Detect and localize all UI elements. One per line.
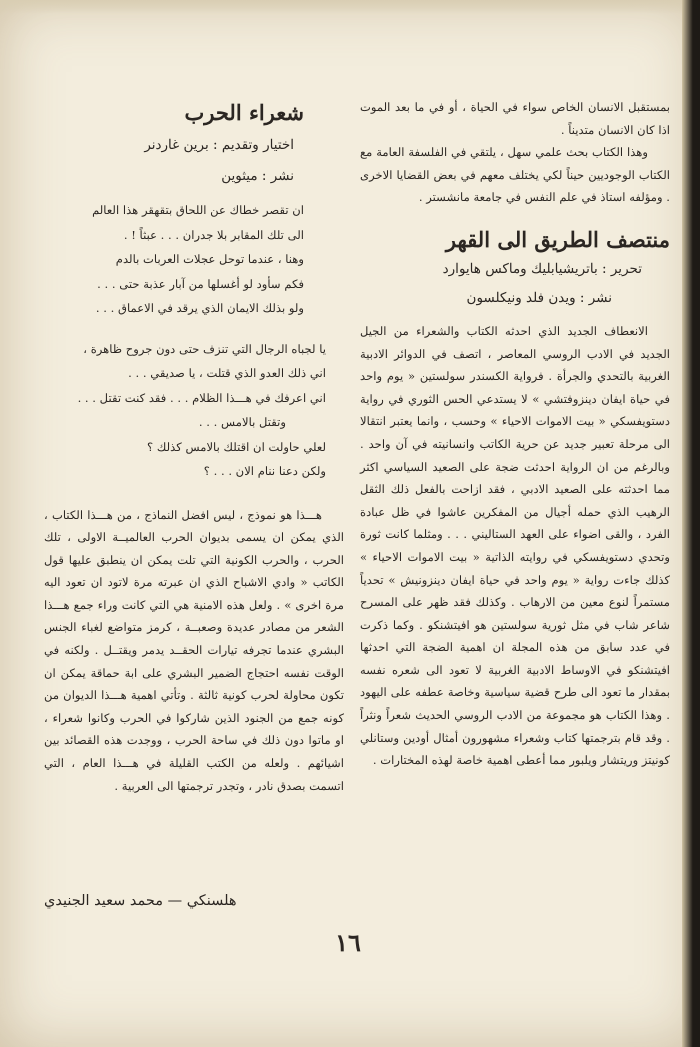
book-summary-paragraph: وهذا الكتاب بحث علمي سهل ، يلتقي في الفلسفة العامة مع الكتاب الوجوديين حيناً لكي يختلف معهم في بعض القضايا الاخرى . ومؤلفه استاذ في علم النفس في جامعة مانشستر . [360,145,670,205]
article-title-war-poets: شعراء الحرب [184,100,304,125]
poem-stanza-1 [44,198,344,321]
left-column [44,0,344,797]
article-title-halfway-to-oppression: منتصف الطريق الى القهر [445,226,670,252]
poem-line: ولكن دعنا ننام الان . . . ؟ [203,464,326,478]
poem-line: ولو بذلك الايمان الذي يرقد في الاعماق . . . [95,301,304,315]
poem-line: اني اعرفك في هـــذا الظلام . . . فقد كنت تقتل . . . [77,390,326,405]
war-poets-publisher: نشر : ميثوين [221,168,294,184]
russian-literature-review: الانعطاف الجديد الذي احدثه الكتاب والشعراء من الجيل الجديد في الادب الروسي المعاصر ، اتصف في الدوائر الادبية الغربية بالتحدي والجرأة . فرواية الكسندر سولستين « يوم واحد في حياة ايفان دينزوفتشي » لا يستدعي الحس الثوري في رواية دستويفسكي « بيت الاموات الاحياء » وحسب ، وانما يعتبر انتقالا الى مرحلة تعبير جديد عن حرية الكاتب وانسانيته في آن واحد . وبالرغم من ان الرواية احدثت ضجة على الصعيد السياسي اكثر مما احدثته على الصعيد الادبي ، فقد ازاحت بالفعل ذلك الثقل الرهيب الذي حمله أجيال من المفكرين عاشوا في ظل عبادة الفرد ، والقى اضواء على العهد الستاليني . . . ومثلما كانت ثورة وتحدي دستويفسكي في روايته الذاتية « بيت الاموات الاحياء » كذلك جاءت رواية « يوم واحد في حياة ايفان دينزونيش » تحدياً مستمراً لنوع معين من الارهاب . وكذلك فقد ظهر على المسرح شاعر شاب في مثل ثورية سولستين هو افيتشنكو . وكما ذكرت في عدد سابق من هذه المجلة ان اهمية الضجة التي احدثها افيتشنكو في الاوساط الادبية الغربية لا تعود الى شعره نفسه بمقدار ما تعود الى طرح قضية سياسية وخاصة عطفه على اليهود . وهذا الكتاب هو مجموعة من الادب الروسي الحديث شعراً ونثراً . وقد قام بترجمتها كتاب وشعراء مشهورون أمثال أودين وستانلي كونيتز وريتشار ويلبور مما أعطى اهمية خاصة لهذه المختارات . [360,323,670,768]
poem-line: ان تقصر خطاك عن اللحاق بتقهقر هذا العالم [92,203,304,217]
page-binding-edge [682,0,700,1047]
editors-credit: تحرير : باتريشيابليك وماكس هايوارد [442,260,642,277]
author-signature: هلسنكي — محمد سعيد الجنيدي [44,893,237,909]
poem-line: وهنا ، عندما توحل عجلات العربات بالدم [115,252,304,266]
selection-credit: اختيار وتقديم : برين غاردنر [144,137,294,153]
continuation-paragraph: بمستقبل الانسان الخاص سواء في الحياة ، أو في ما بعد الموت اذا كان الانسان متديناً . [360,100,670,137]
poem-line: وتقتل بالامس . . . [198,415,286,429]
poem-line: اني ذلك العدو الذي قتلت ، يا صديقي . . . [128,366,326,380]
poem-stanza-2 [44,337,344,484]
page-number: ١٦ [335,928,361,957]
right-column [360,0,670,772]
poem-line: الى تلك المقابر بلا جدران . . . عبثاً ! . [123,227,304,242]
poem-line: لعلي حاولت ان اقتلك بالامس كذلك ؟ [147,439,326,454]
poem-line: فكم سأود لو أغسلها من آبار عذبة حتى . . . [97,276,304,291]
publisher-credit: نشر : ويدن فلد ونيكلسون [466,289,612,306]
war-poets-commentary: هـــذا هو نموذج ، ليس افضل النماذج ، من هـــذا الكتاب ، الذي يمكن ان يسمى بديوان الحرب العالميــة الاولى ، تلك الحرب ، والحرب الكونية التي تلت يمكن ان ينطبق عليها قول الكاتب « وادي الاشباح الذي ان عبرته مرة لاتود ان تعود اليه مرة اخرى » . ولعل هذه الامنية هي التي كانت وراء جمع هـــذا الشعر من مصادر عديدة وصعبــة ، كرمز متواضع لغباء الجنس البشري عندما تجرفه تيارات الحقــد يدمر ويقتــل . ولكنه في الوقت نفسه احتجاج الضمير البشري على ابة حماقة يمكن ان تكون محاولة لحرب كونية ثالثة . وتأتي اهمية هـــذا الديوان من كونه جمع من الجنود الذين شاركوا في الحرب وكانوا شعراء ، او ماتوا دون ذلك في ساحة الحرب ، ووجدت هذه القصائد بين اشيائهم . ولعله من الكتب القليلة في هـــذا العام ، التي اتسمت بصدق نادر ، وتجدر ترجمتها الى العربية . [44,507,344,793]
poem-line: يا لجباه الرجال التي تنزف حتى دون جروح ظاهرة ، [83,341,326,356]
